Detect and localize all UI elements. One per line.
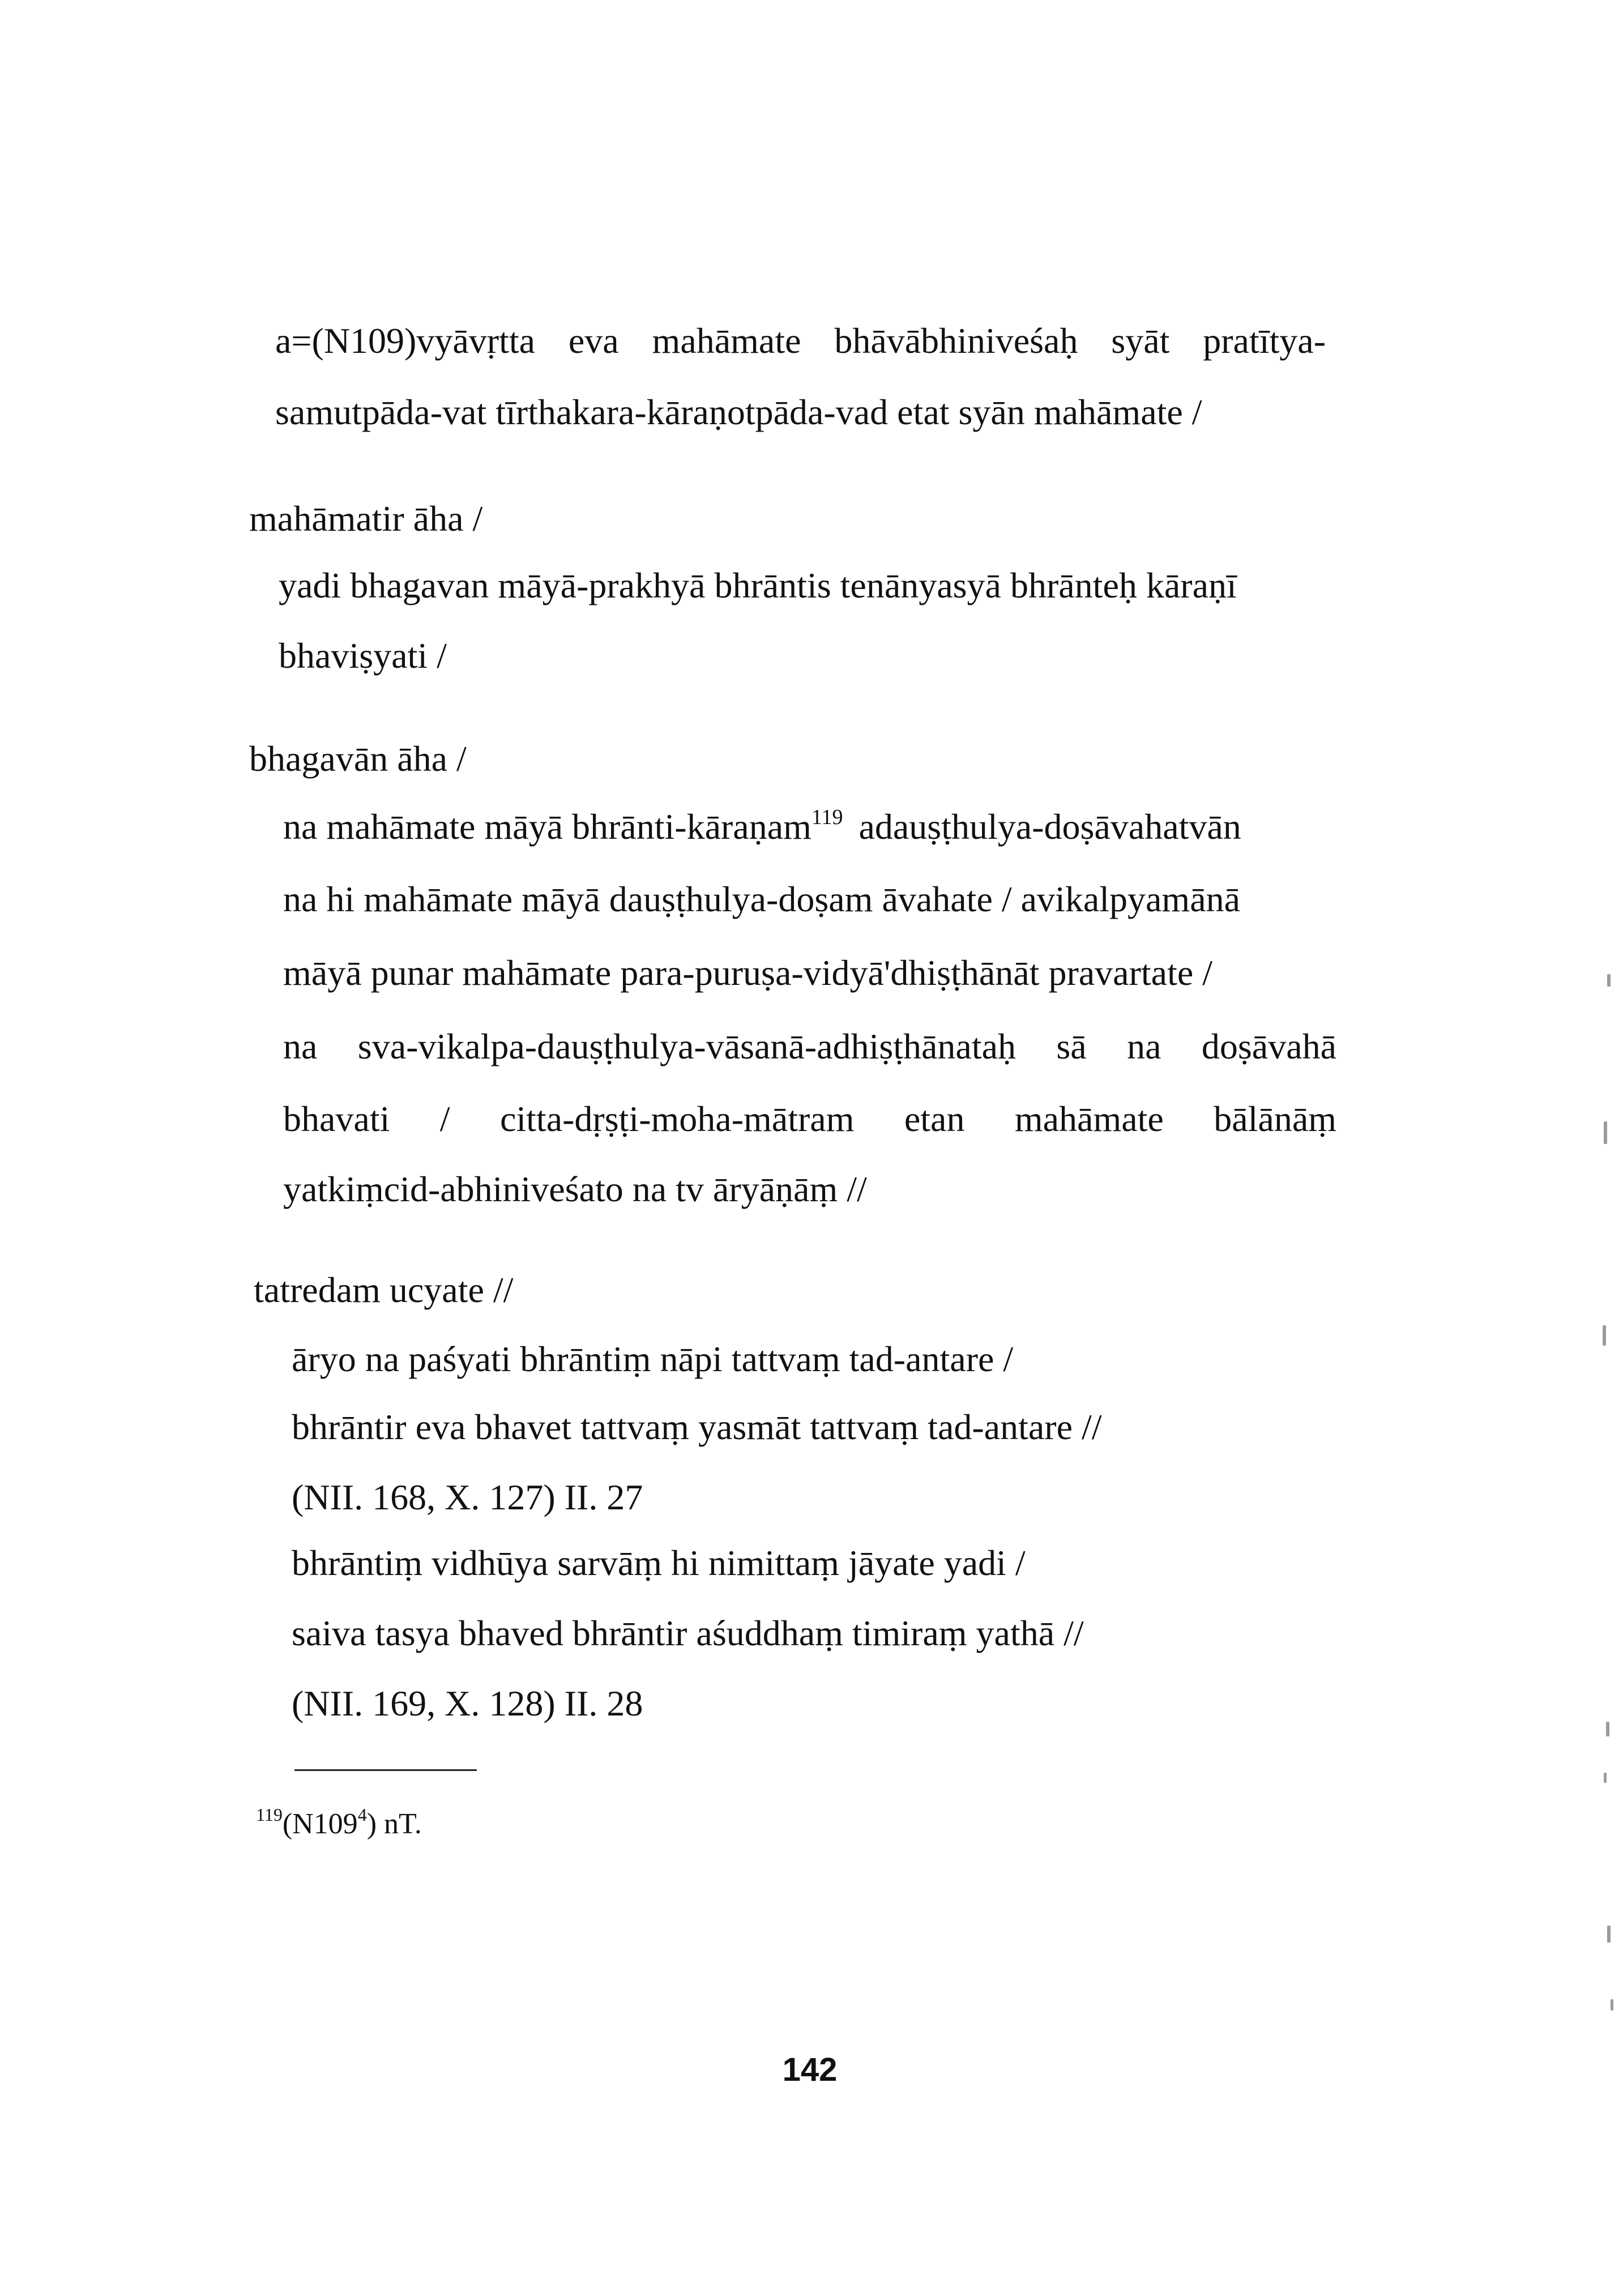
- text-line-9: māyā punar mahāmate para-puruṣa-vidyā'dhiṣṭhānāt pravartate /: [283, 953, 1213, 993]
- verse-line-2: bhrāntir eva bhavet tattvaṃ yasmāt tattvaṃ tad-antare //: [292, 1407, 1102, 1447]
- verse-line-4: saiva tasya bhaved bhrāntir aśuddhaṃ timiraṃ yathā //: [292, 1613, 1084, 1653]
- text-line-5: bhaviṣyati /: [279, 635, 447, 676]
- speaker-line-bhagavan: bhagavān āha /: [249, 739, 467, 779]
- text-line-8: na hi mahāmate māyā dauṣṭhulya-doṣam āvahate / avikalpyamānā: [283, 879, 1240, 919]
- scan-speck: [1607, 974, 1611, 987]
- text-line-11: bhavati / citta-dṛṣṭi-moha-mātram etan mahāmate bālānāṃ: [283, 1099, 1336, 1139]
- verse-line-3: bhrāntiṃ vidhūya sarvāṃ hi nimittaṃ jāyate yadi /: [292, 1543, 1026, 1583]
- footnote-separator: [294, 1769, 477, 1771]
- scan-speck: [1611, 1999, 1613, 2011]
- text-line-7-a: na mahāmate māyā bhrānti-kāraṇam: [283, 806, 812, 847]
- verse-reference-27: (NII. 168, X. 127) II. 27: [292, 1477, 643, 1517]
- text-line-1: a=(N109)vyāvṛtta eva mahāmate bhāvābhiniveśaḥ syāt pratītya-: [275, 321, 1326, 361]
- scan-speck: [1603, 1325, 1606, 1346]
- text-line-4: yadi bhagavan māyā-prakhyā bhrāntis tenānyasyā bhrānteḥ kāraṇī: [279, 565, 1237, 605]
- footnote: [256, 1806, 422, 1843]
- footnote-ref-119: 119: [811, 805, 843, 829]
- scan-speck: [1607, 1926, 1611, 1943]
- footnote-superscript: 4: [357, 1804, 367, 1825]
- scan-speck: [1606, 1722, 1609, 1736]
- text-line-12: yatkiṃcid-abhiniveśato na tv āryāṇāṃ //: [283, 1169, 867, 1209]
- footnote-number: 119: [256, 1804, 283, 1825]
- footnote-text-a: (N109: [282, 1808, 358, 1840]
- verse-line-1: āryo na paśyati bhrāntiṃ nāpi tattvaṃ tad-antare /: [292, 1339, 1014, 1379]
- verse-reference-28: (NII. 169, X. 128) II. 28: [292, 1683, 643, 1723]
- page-number: 142: [782, 2051, 838, 2088]
- scan-speck: [1604, 1773, 1607, 1783]
- scan-speck: [1604, 1121, 1607, 1144]
- footnote-text-b: ) nT.: [366, 1808, 422, 1840]
- speaker-line-mahamati: mahāmatir āha /: [249, 498, 483, 539]
- text-line-10: na sva-vikalpa-dauṣṭhulya-vāsanā-adhiṣṭhānataḥ sā na doṣāvahā: [283, 1026, 1336, 1066]
- text-line-7-b: adauṣṭhulya-doṣāvahatvān: [859, 806, 1241, 847]
- text-line-2: samutpāda-vat tīrthakara-kāraṇotpāda-vad etat syān mahāmate /: [275, 392, 1202, 432]
- text-line-7: [283, 804, 1241, 850]
- text-line-13: tatredam ucyate //: [254, 1270, 514, 1310]
